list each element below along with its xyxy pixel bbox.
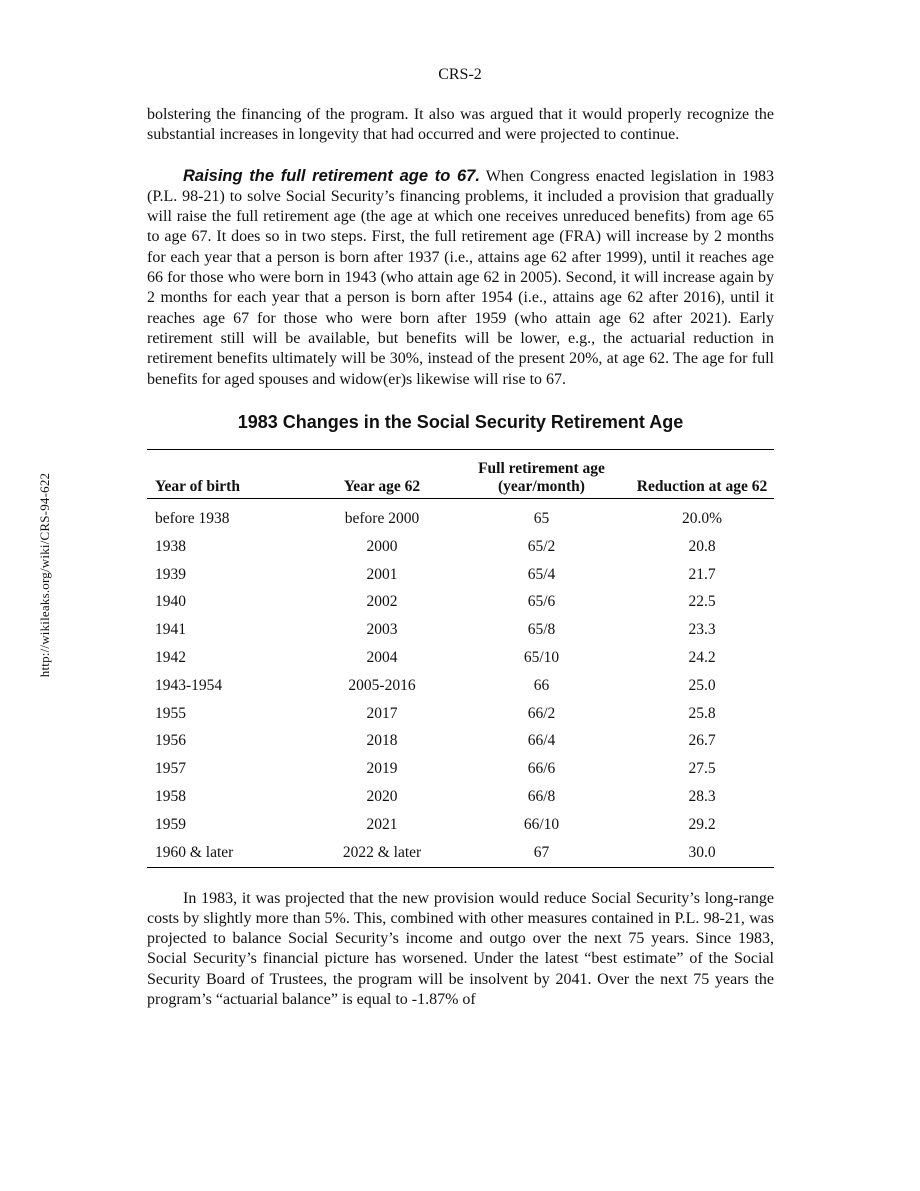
cell-reduction: 22.5: [688, 593, 716, 611]
table-header-row: [147, 450, 774, 499]
cell-year-age-62: 2005-2016: [348, 676, 416, 694]
cell-year-age-62: 2004: [366, 649, 398, 667]
paragraph-2-text: When Congress enacted legislation in 1983 (P.L. 98-21) to solve Social Security’s financing problems, it included a provision that gradually will raise the full retirement age (the age at which one receives unreduced benefits) from age 65 to age 67. It does so in two steps. First, the full retirement age (FRA) will increase by 2 months for each year that a person is born after 1937 (i.e., attains age 62 after 1999), until it reaches age 66 for those who were born in 1943 (who attain age 62 in 2005). Second, it will increase again by 2 months for each year that a person is born after 1954 (i.e., attains age 62 after 2016), until it reaches age 67 for those who were born after 1959 (who attain age 62 after 2021). Early retirement still will be available, but benefits will be lower, e.g., the actuarial reduction in retirement benefits ultimately will be 30%, instead of the present 20%, at age 62. The age for full benefits for aged spouses and widow(er)s likewise will rise to 67.: [147, 167, 775, 388]
header-year-age-62: Year age 62: [343, 478, 421, 496]
table-row: [147, 783, 774, 811]
cell-reduction: 25.8: [688, 704, 716, 722]
sidebar-source-url[interactable]: http://wikileaks.org/wiki/CRS-94-622: [37, 472, 52, 678]
cell-reduction: 29.2: [688, 815, 716, 833]
table-row: [147, 700, 774, 728]
cell-fra: 66/2: [527, 704, 556, 722]
table-row: [147, 561, 774, 589]
cell-year-age-62: 2000: [366, 537, 398, 555]
header-fra-line1: Full retirement age: [478, 460, 605, 478]
cell-reduction: 27.5: [688, 760, 716, 778]
cell-year-of-birth: 1958: [155, 788, 186, 806]
cell-year-age-62: before 2000: [344, 510, 420, 528]
table-body: [147, 499, 774, 867]
table-row: [147, 755, 774, 783]
cell-fra: 66/4: [527, 732, 556, 750]
cell-fra: 65/2: [527, 537, 556, 555]
cell-fra: 66/8: [527, 788, 556, 806]
cell-year-age-62: 2002: [366, 593, 398, 611]
header-full-retirement-age: [453, 450, 630, 499]
table-row: [147, 672, 774, 700]
cell-year-of-birth: 1942: [155, 649, 186, 667]
cell-year-age-62: 2020: [366, 788, 398, 806]
document-body: [147, 105, 774, 1010]
cell-reduction: 21.7: [688, 565, 716, 583]
cell-fra: 66: [533, 676, 550, 694]
cell-year-age-62: 2022 & later: [342, 843, 422, 861]
table-row: [147, 499, 774, 533]
table-row: [147, 644, 774, 672]
table-row: [147, 533, 774, 561]
retirement-age-table: [147, 449, 774, 867]
table-row: [147, 839, 774, 867]
run-in-heading: Raising the full retirement age to 67.: [183, 166, 480, 185]
cell-reduction: 20.0%: [681, 510, 723, 528]
cell-reduction: 25.0: [688, 676, 716, 694]
table-row: [147, 811, 774, 839]
cell-fra: 65/10: [523, 649, 560, 667]
cell-fra: 65: [533, 510, 550, 528]
paragraph-1: bolstering the financing of the program. It also was argued that it would properly recognize the substantial increases in longevity that had occurred and were projected to continue.: [147, 106, 774, 144]
cell-year-of-birth: 1956: [155, 732, 186, 750]
page-header: CRS-2: [438, 66, 482, 83]
cell-year-age-62: 2001: [366, 565, 398, 583]
cell-reduction: 24.2: [688, 649, 716, 667]
header-year-of-birth: Year of birth: [155, 478, 240, 496]
cell-reduction: 20.8: [688, 537, 716, 555]
cell-year-of-birth: 1938: [155, 537, 186, 555]
cell-year-age-62: 2021: [366, 815, 398, 833]
cell-year-age-62: 2018: [366, 732, 398, 750]
cell-reduction: 26.7: [688, 732, 716, 750]
cell-year-of-birth: 1957: [155, 760, 186, 778]
table-row: [147, 728, 774, 756]
cell-reduction: 30.0: [688, 843, 716, 861]
cell-year-of-birth: 1939: [155, 565, 186, 583]
table-row: [147, 616, 774, 644]
cell-fra: 66/10: [523, 815, 560, 833]
cell-year-age-62: 2019: [366, 760, 398, 778]
cell-fra: 66/6: [527, 760, 556, 778]
cell-year-age-62: 2003: [366, 621, 398, 639]
cell-year-of-birth: 1960 & later: [155, 843, 234, 861]
table-title: 1983 Changes in the Social Security Retirement Age: [237, 411, 684, 432]
header-fra-line2: (year/month): [498, 478, 585, 496]
cell-year-of-birth: 1943-1954: [155, 676, 223, 694]
cell-reduction: 23.3: [688, 621, 716, 639]
cell-fra: 65/8: [527, 621, 556, 639]
cell-year-of-birth: 1941: [155, 621, 186, 639]
cell-year-of-birth: 1955: [155, 704, 186, 722]
cell-year-of-birth: 1940: [155, 593, 186, 611]
cell-fra: 65/6: [527, 593, 556, 611]
table-row: [147, 589, 774, 617]
cell-reduction: 28.3: [688, 788, 716, 806]
cell-fra: 67: [533, 843, 550, 861]
paragraph-2: [147, 166, 774, 390]
paragraph-3: In 1983, it was projected that the new provision would reduce Social Security’s long-range costs by slightly more than 5%. This, combined with other measures contained in P.L. 98-21, was projected to balance Social Security’s income and outgo over the next 75 years. Since 1983, Social Security’s financial picture has worsened. Under the latest “best estimate” of the Social Security Board of Trustees, the program will be insolvent by 2041. Over the next 75 years the program’s “actuarial balance” is equal to -1.87% of: [147, 889, 774, 1008]
cell-fra: 65/4: [527, 565, 556, 583]
cell-year-of-birth: 1959: [155, 815, 186, 833]
header-reduction: Reduction at age 62: [636, 478, 768, 496]
cell-year-age-62: 2017: [366, 704, 398, 722]
cell-year-of-birth: before 1938: [155, 510, 230, 528]
